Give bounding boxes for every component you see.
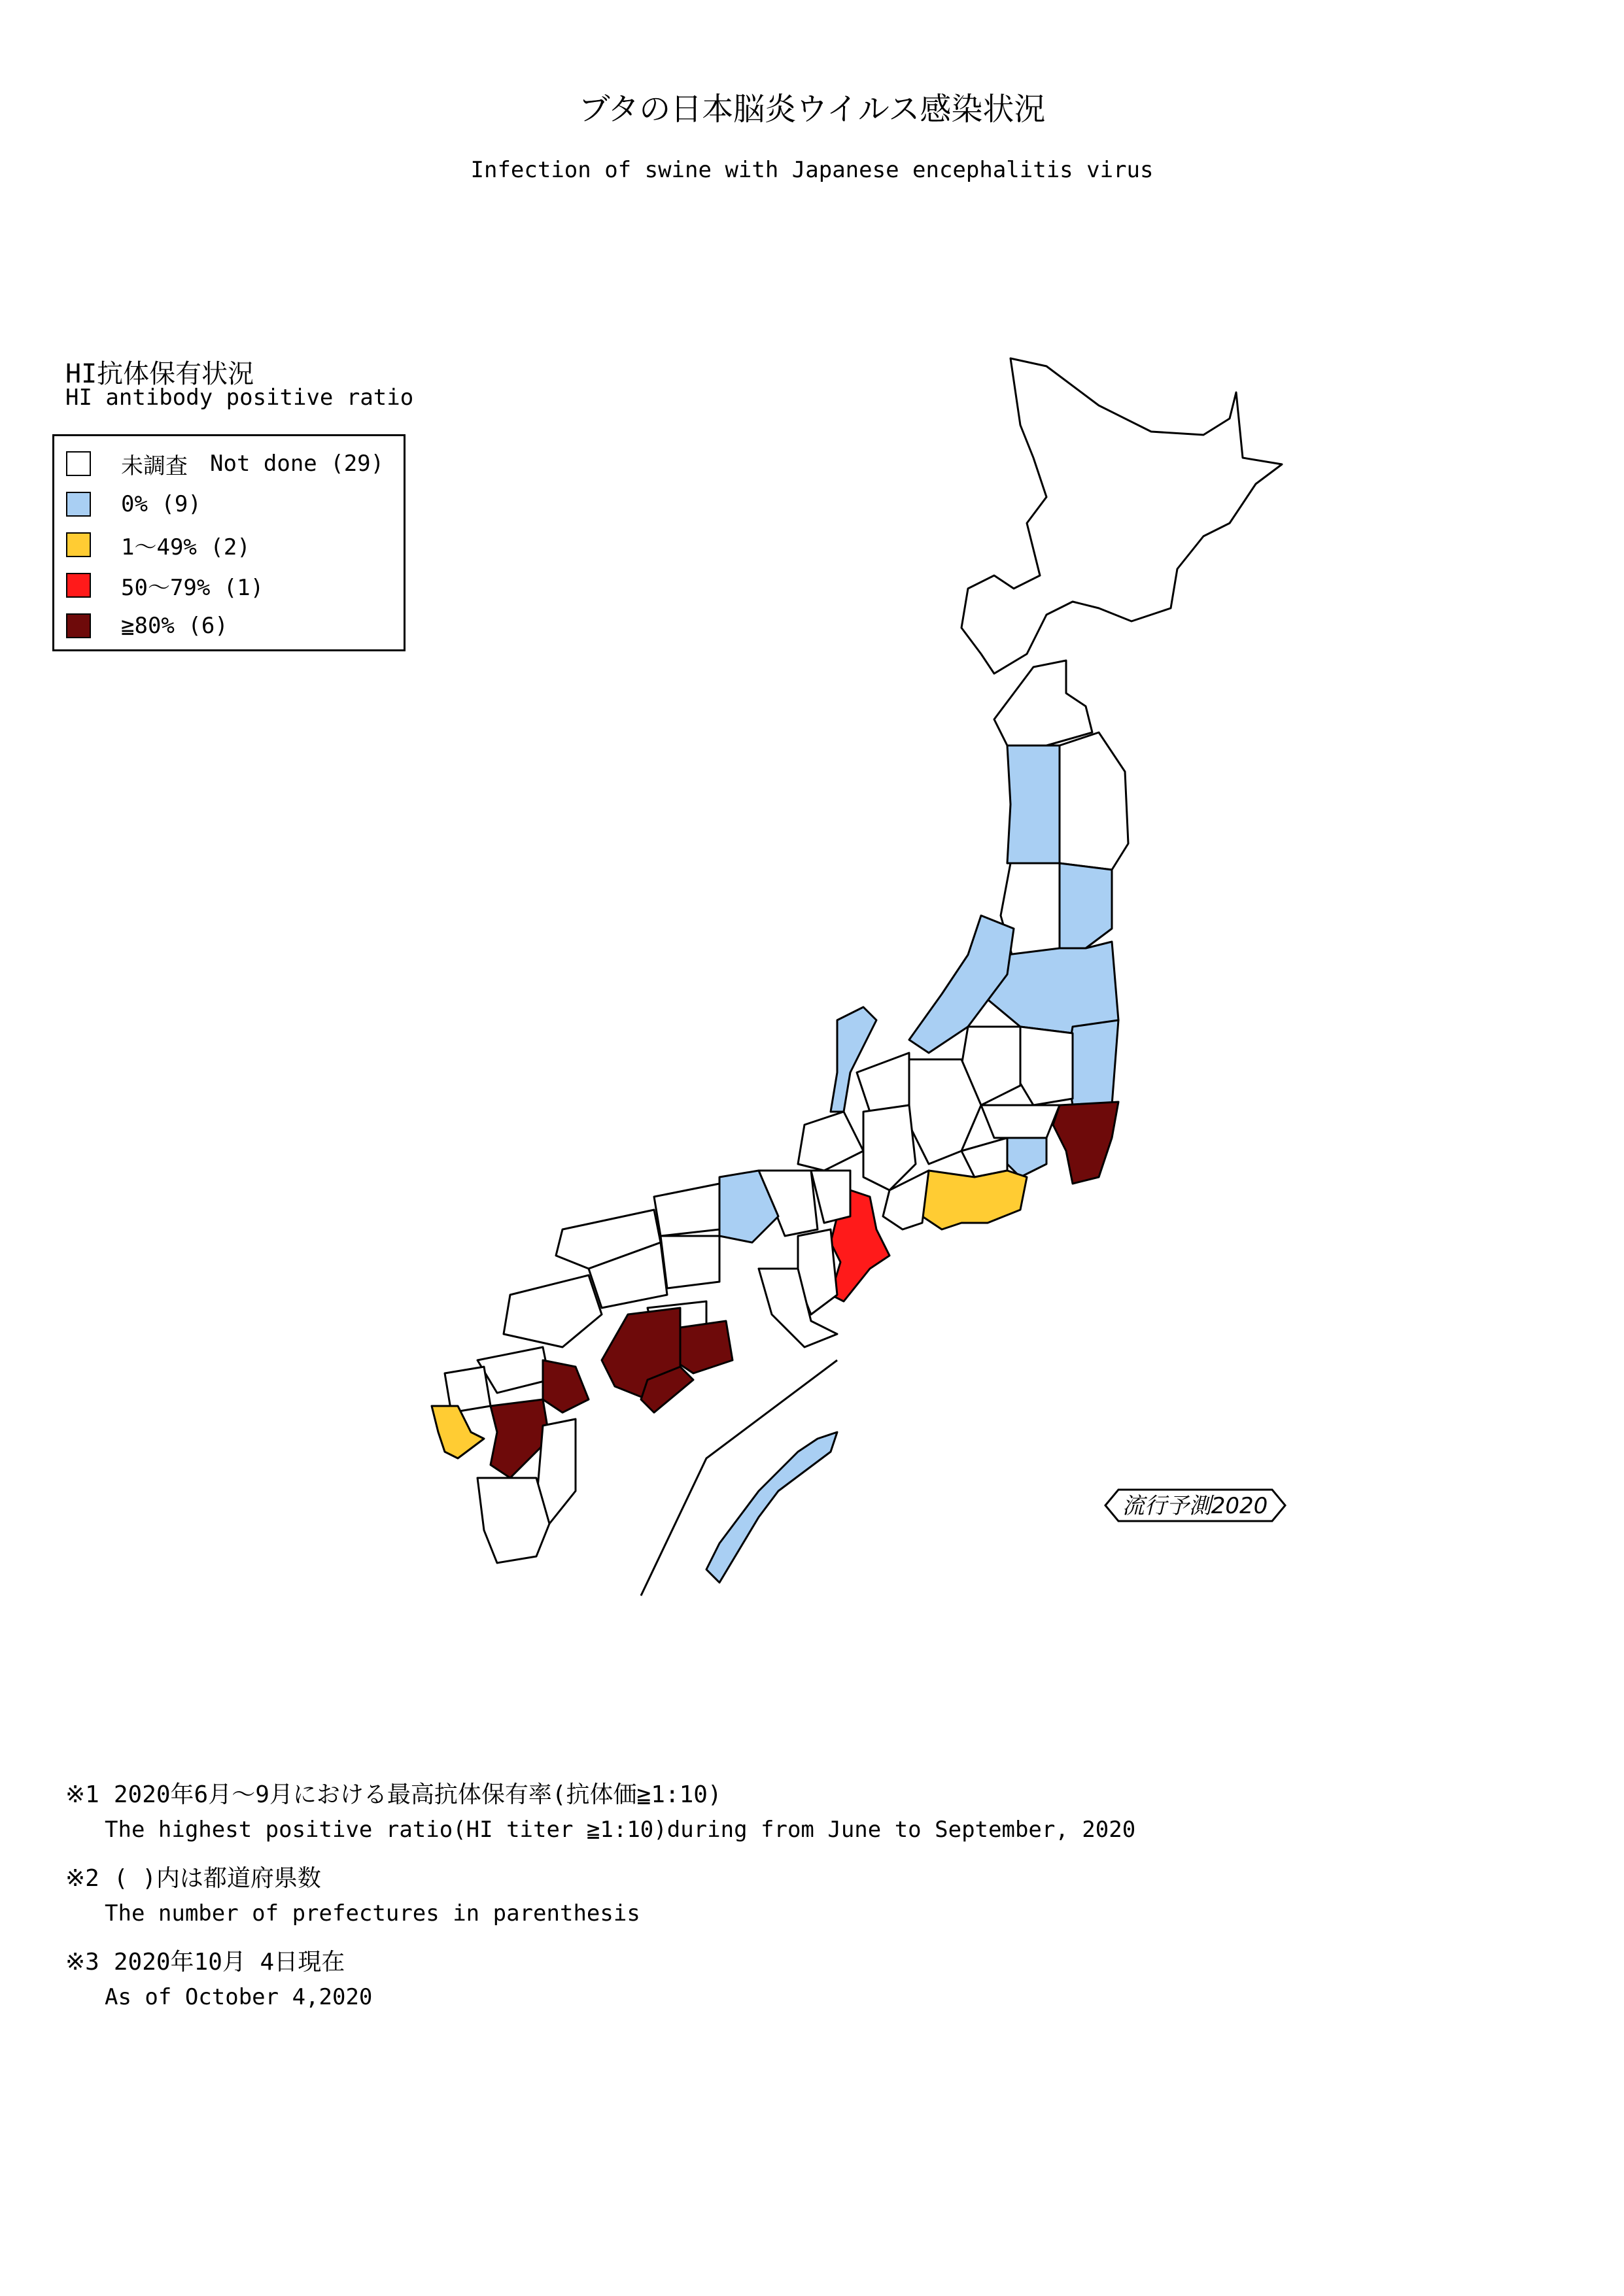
region-aomori bbox=[994, 660, 1092, 745]
region-iwate bbox=[1060, 732, 1128, 870]
legend-label: ≧80% (6) bbox=[121, 613, 228, 639]
legend-label-ja: 未調査 bbox=[121, 453, 188, 479]
legend-heading-ja: HI抗体保有状況 bbox=[65, 359, 254, 389]
region-chiba bbox=[1053, 1102, 1118, 1184]
note-3 bbox=[65, 1944, 345, 1977]
map-title-ja: ブタの日本脳炎ウイルス感染状況 bbox=[578, 91, 1046, 128]
note-1 bbox=[65, 1776, 722, 1809]
legend-heading-en: HI antibody positive ratio bbox=[65, 385, 414, 411]
region-okinawa bbox=[706, 1432, 837, 1583]
forecast-badge-text: 流行予測2020 bbox=[1122, 1493, 1268, 1519]
note-mark: ※1 bbox=[65, 1781, 99, 1808]
region-tottori bbox=[654, 1184, 719, 1236]
region-gifu bbox=[863, 1105, 916, 1190]
region-fukui bbox=[798, 1112, 863, 1171]
region-miyagi bbox=[1060, 863, 1112, 948]
region-fukuoka bbox=[477, 1347, 549, 1393]
note-text-ja: 2020年6月〜9月における最高抗体保有率(抗体価≧1:10) bbox=[113, 1781, 722, 1808]
region-yamaguchi bbox=[504, 1275, 602, 1347]
note-2 bbox=[65, 1860, 321, 1893]
region-okayama bbox=[661, 1236, 719, 1288]
note-mark: ※3 bbox=[65, 1949, 99, 1976]
region-oita bbox=[543, 1360, 589, 1413]
region-kagoshima bbox=[477, 1478, 549, 1563]
note-2-en: The number of prefectures in parenthesis bbox=[105, 1900, 640, 1927]
region-ibaraki bbox=[1066, 1020, 1118, 1105]
region-nagasaki bbox=[432, 1406, 484, 1458]
legend-label: 50〜79% (1) bbox=[121, 574, 264, 601]
legend-label-en: Not done (29) bbox=[210, 451, 385, 477]
region-kanagawa bbox=[1007, 1138, 1046, 1177]
legend-label: 0% (9) bbox=[121, 491, 201, 517]
region-tokushima bbox=[674, 1321, 733, 1373]
note-1-en: The highest positive ratio(HI titer ≧1:10)during from June to September, 2020 bbox=[105, 1817, 1136, 1843]
region-shizuoka bbox=[922, 1171, 1027, 1229]
region-hokkaido bbox=[961, 358, 1282, 674]
note-text-ja: ( )内は都道府県数 bbox=[113, 1865, 321, 1892]
note-3-en: As of October 4,2020 bbox=[105, 1984, 373, 2010]
forecast-badge bbox=[1105, 1490, 1285, 1521]
region-toyama bbox=[857, 1053, 909, 1112]
region-tochigi bbox=[1014, 1027, 1073, 1105]
region-akita bbox=[1007, 745, 1060, 863]
map-title-en: Infection of swine with Japanese encephalitis virus bbox=[470, 157, 1154, 183]
note-mark: ※2 bbox=[65, 1865, 99, 1892]
legend-label: 1〜49% (2) bbox=[121, 534, 251, 560]
region-saitama-tokyo bbox=[981, 1105, 1060, 1138]
note-text-ja: 2020年10月 4日現在 bbox=[113, 1949, 345, 1976]
